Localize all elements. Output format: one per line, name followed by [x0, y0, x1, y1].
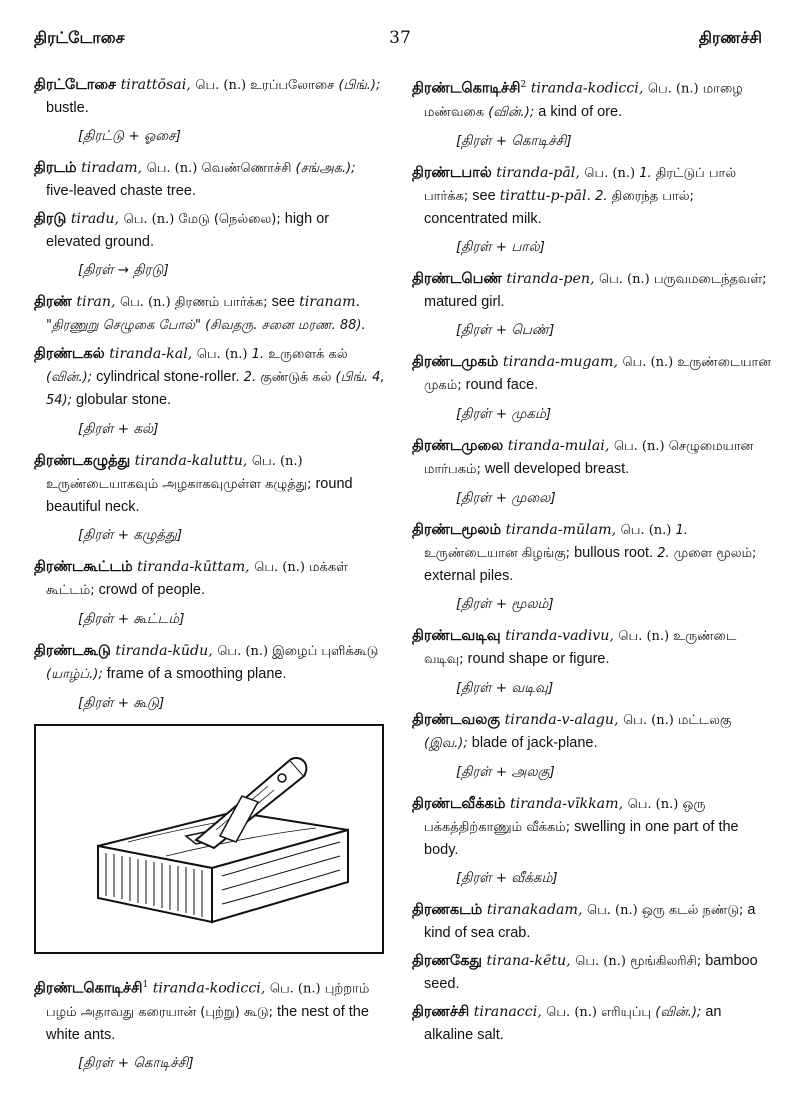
dictionary-entry: [34, 157, 386, 202]
entry-grammar: பெ. (n.): [120, 295, 171, 310]
entry-definition-part: பருவமடைந்தவள்;: [649, 271, 767, 287]
left-entries: [34, 74, 386, 714]
entry-definition-part: ஒரு கடல் நண்டு;: [637, 902, 744, 918]
dictionary-entry: [34, 291, 386, 337]
entry-definition-part: (பிங்.);: [338, 78, 381, 93]
entry-definition-part: swelling in one part of the body.: [424, 818, 739, 858]
entry-definition-part: 2.: [591, 188, 608, 204]
dictionary-entry: [34, 450, 386, 518]
entry-definition-part: matured girl.: [424, 293, 505, 310]
dictionary-entry: [412, 268, 772, 313]
entry-definition-part: ஒரு பக்கத்திற்காணும் வீக்கம்;: [424, 796, 706, 835]
entry-etymology: [திரள் + வீக்கம்]: [456, 869, 558, 886]
entry-grammar: பெ. (n.): [647, 81, 699, 97]
entry-definition-part: tirattu-p-pāl.: [499, 187, 591, 204]
entry-headword: திரணகேது: [412, 952, 482, 969]
page-header: [0, 28, 800, 58]
entry-headword: திரண்டகழுத்து: [34, 453, 131, 469]
entry-transliteration: tiranda-vadivu,: [505, 627, 614, 644]
entry-headword: திரண்டகூட்டம்: [34, 559, 133, 575]
entry-grammar: பெ. (n.): [584, 165, 636, 181]
entry-transliteration: tirattōsai,: [120, 77, 191, 93]
left-column: [34, 74, 386, 1084]
entry-grammar: பெ. (n.): [269, 981, 321, 997]
entry-definition-part: five-leaved chaste tree.: [46, 183, 196, 199]
entry-definition-part: உருண்டையாகவும் அழகாகவுமுள்ள கழுத்து;: [46, 477, 312, 492]
entry-definition-part: வெண்ணொச்சி: [197, 161, 296, 176]
entry-transliteration: tiranacci,: [473, 1003, 542, 1020]
entry-definition-part: 1.: [635, 165, 652, 181]
entry-grammar: பெ. (n.): [251, 454, 303, 469]
entry-definition-part: high or elevated ground.: [46, 211, 330, 250]
dictionary-entry: [412, 793, 772, 861]
entry-etymology: [திரள் + கல்]: [78, 421, 159, 437]
entry-etymology: [திரள் + அலகு]: [456, 763, 555, 780]
entry-grammar: பெ. (n.): [599, 271, 650, 287]
dictionary-entry: [34, 640, 386, 686]
dictionary-entry: [412, 162, 772, 230]
entry-grammar: பெ. (n.): [217, 644, 269, 659]
entry-definition-part: globular stone.: [72, 392, 172, 408]
dictionary-entry: [34, 974, 386, 1046]
entry-etymology: [திரள் + முலை]: [456, 489, 556, 506]
entry-definition-part: concentrated milk.: [424, 210, 542, 227]
entry-definition-part: round shape or figure.: [463, 650, 610, 667]
entry-grammar: பெ. (n.): [586, 902, 638, 918]
entry-grammar: பெ. (n.): [195, 78, 247, 93]
entry-definition-part: உருண்டையான முகம்;: [424, 354, 771, 393]
entry-transliteration: tiranda-pāl,: [496, 164, 580, 181]
entry-transliteration: tiranakadam,: [486, 901, 583, 918]
entry-transliteration: tiranda-kaluttu,: [134, 453, 248, 469]
entry-definition-part: blade of jack-plane.: [467, 734, 598, 751]
entry-definition-part: cylindrical stone-roller.: [92, 369, 240, 385]
smoothing-plane-figure: [34, 724, 384, 954]
entry-definition-part: a kind of sea crab.: [424, 901, 756, 941]
entry-headword: திரண்டவடிவு: [412, 627, 501, 644]
entry-definition-part: "திரணுறு செழுகை போல்" (சிவதரு. சனை மரண. 88).: [46, 318, 366, 333]
entry-headword: திரண்டமூலம்: [412, 521, 502, 538]
entry-transliteration: tiranda-kodicci,: [152, 980, 266, 997]
entry-definition-part: bustle.: [46, 100, 89, 116]
entry-headword: திரண்டபெண்: [412, 270, 502, 287]
entry-etymology: [திரள் + கூட்டம்]: [78, 611, 185, 627]
entry-grammar: பெ. (n.): [254, 560, 305, 575]
entry-headword: திரண்டவீக்கம்: [412, 795, 506, 812]
entry-definition-part: frame of a smoothing plane.: [102, 666, 287, 682]
entry-etymology: [திரள் + முகம்]: [456, 405, 552, 422]
entry-definition-part: see: [267, 294, 300, 310]
entry-definition-part: round face.: [461, 376, 539, 393]
header-right-guideword: திரணச்சி: [698, 28, 762, 47]
entry-definition-part: (பிங். 4, 54);: [46, 370, 385, 408]
entry-definition-part: 2.: [653, 545, 670, 561]
entry-definition-part: (யாழ்ப்.);: [46, 667, 103, 682]
dictionary-entry: [412, 1001, 772, 1046]
dictionary-entry: [412, 435, 772, 481]
entry-definition-part: (வின்.);: [488, 104, 535, 120]
entry-definition-part: bullous root.: [570, 544, 654, 561]
entry-etymology: [திரள் + கொடிச்சி]: [78, 1054, 194, 1071]
entry-definition-part: 1.: [671, 522, 688, 538]
dictionary-entry: [412, 950, 772, 995]
page-number: 37: [389, 28, 411, 48]
dictionary-entry: [412, 74, 772, 124]
entry-headword: திரண்டவலகு: [412, 711, 501, 728]
entry-headword: திரட்டோசை: [34, 77, 117, 93]
entry-definition-part: external piles.: [424, 567, 514, 584]
entry-headword: திரணகடம்: [412, 901, 483, 918]
entry-etymology: [திரள் + கழுத்து]: [78, 527, 183, 543]
right-entries: [412, 74, 772, 1046]
entry-etymology: [திரள் + கொடிச்சி]: [456, 132, 572, 149]
smoothing-plane-icon: [36, 726, 382, 952]
entry-etymology: [திரட்டு + ஓசை]: [78, 128, 181, 144]
entry-headword: திரடம்: [34, 160, 77, 176]
entry-transliteration: tiradam,: [81, 160, 143, 176]
entry-transliteration: tiranda-vīkkam,: [509, 795, 624, 812]
entry-definition-part: 1.: [247, 347, 265, 362]
entry-headword: திரண்: [34, 294, 72, 310]
entry-headword: திரண்டகூடு: [34, 643, 111, 659]
dictionary-entry: [412, 899, 772, 944]
entry-transliteration: tiranda-mugam,: [502, 353, 618, 370]
entry-definition-part: இழைப் புளிக்கூடு: [268, 644, 379, 659]
entry-etymology: [திரள் → திரடு]: [78, 262, 169, 278]
entry-definition-part: 2.: [239, 370, 257, 385]
entry-headword: திரண்டமுகம்: [412, 353, 499, 370]
entry-definition-part: மட்டலகு: [673, 712, 732, 728]
entry-grammar: பெ. (n.): [196, 347, 248, 362]
entry-headword: திரண்டபால்: [412, 164, 492, 181]
entry-transliteration: tiranda-mulai,: [507, 437, 610, 454]
entry-etymology: [திரள் + வடிவு]: [456, 679, 554, 696]
entry-grammar: பெ. (n.): [123, 212, 175, 227]
entry-definition-part: the nest of the white ants.: [46, 1003, 369, 1043]
entry-definition-part: திரணம் பார்க்க;: [170, 295, 268, 310]
entry-transliteration: tiranda-kūdu,: [115, 643, 213, 659]
entry-headword: திரண்டகொடிச்சி: [412, 80, 521, 97]
dictionary-entry: [412, 351, 772, 397]
entry-grammar: பெ. (n.): [627, 796, 679, 812]
entry-definition-part: திரைந்த பால்;: [607, 188, 694, 204]
entry-grammar: பெ. (n.): [146, 161, 198, 176]
dictionary-entry: [34, 74, 386, 119]
entry-etymology: [திரள் + கூடு]: [78, 695, 165, 711]
entry-transliteration: tiranda-kal,: [109, 346, 193, 362]
entry-definition-part: முளை மூலம்;: [669, 545, 757, 561]
dictionary-entry: [412, 519, 772, 587]
entry-headword: திரண்டகல்: [34, 346, 105, 362]
entry-headword: திரண்டமுலை: [412, 437, 504, 454]
entry-headword: திரண்டகொடிச்சி: [34, 980, 143, 997]
entry-etymology: [திரள் + பால்]: [456, 238, 545, 255]
entry-transliteration: tiran,: [76, 294, 116, 310]
entry-definition-part: an alkaline salt.: [424, 1003, 722, 1043]
header-left-guideword: திரட்டோசை: [34, 28, 125, 47]
entry-definition-part: திரட்டுப் பால் பார்க்க;: [424, 165, 737, 204]
dictionary-entry: [412, 709, 772, 755]
left-bottom-entry: [34, 974, 386, 1074]
entry-grammar: பெ. (n.): [546, 1004, 597, 1020]
entry-definition-part: tiranam.: [299, 294, 361, 310]
entry-definition-part: (இவ.);: [424, 735, 468, 751]
entry-transliteration: tiranda-pen,: [506, 270, 595, 287]
entry-superscript: 1: [142, 980, 149, 990]
entry-definition-part: see: [468, 187, 500, 204]
entry-definition-part: உருண்டை வடிவு;: [424, 628, 737, 667]
entry-definition-part: குண்டுக் கல்: [256, 370, 336, 385]
entry-definition-part: உருளைக் கல்: [264, 347, 348, 362]
entry-grammar: பெ. (n.): [623, 712, 674, 728]
entry-headword: திரடு: [34, 211, 67, 227]
entry-definition-part: செழுமையான மார்பகம்;: [424, 438, 754, 477]
entry-definition-part: (சங்அக.);: [295, 161, 356, 176]
entry-grammar: பெ. (n.): [575, 953, 626, 969]
entry-definition-part: மேடு (நெல்லை);: [174, 212, 281, 227]
dictionary-entry: [34, 208, 386, 253]
right-column: [412, 74, 772, 1052]
entry-transliteration: tiradu,: [70, 211, 120, 227]
entry-definition-part: உருண்டையான கிழங்கு;: [424, 545, 571, 561]
entry-transliteration: tirana-kētu,: [486, 952, 571, 969]
entry-grammar: பெ. (n.): [618, 628, 670, 644]
entry-definition-part: மாழை மண்வகை: [424, 81, 743, 120]
entry-definition-part: a kind of ore.: [534, 103, 623, 120]
entry-definition-part: மூங்கிலரிசி;: [625, 953, 702, 969]
entry-definition-part: bamboo seed.: [424, 952, 758, 992]
entry-etymology: [திரள் + மூலம்]: [456, 595, 554, 612]
entry-transliteration: tiranda-kodicci,: [530, 80, 644, 97]
entry-headword: திரணச்சி: [412, 1003, 470, 1020]
entry-definition-part: எரியுப்பு: [596, 1004, 656, 1020]
dictionary-entry: [34, 343, 386, 412]
entry-grammar: பெ. (n.): [620, 522, 672, 538]
dictionary-entry: [34, 556, 386, 602]
entry-definition-part: (வின்.);: [46, 370, 93, 385]
entry-etymology: [திரள் + பெண்]: [456, 321, 555, 338]
entry-definition-part: உரப்பலோசை: [246, 78, 339, 93]
entry-definition-part: crowd of people.: [94, 582, 206, 598]
dictionary-entry: [412, 625, 772, 671]
entry-definition-part: மக்கள் கூட்டம்;: [46, 560, 348, 598]
entry-definition-part: (வின்.);: [655, 1004, 702, 1020]
entry-transliteration: tiranda-kūttam,: [137, 559, 250, 575]
entry-superscript: 2: [520, 80, 527, 90]
entry-transliteration: tiranda-v-alagu,: [504, 711, 619, 728]
entry-definition-part: புற்றாம் பழம் அதாவது கரையான் (புற்று) கூடு;: [46, 981, 370, 1020]
entry-transliteration: tiranda-mūlam,: [505, 521, 617, 538]
entry-grammar: பெ. (n.): [613, 438, 665, 454]
entry-grammar: பெ. (n.): [622, 354, 674, 370]
entry-definition-part: round beautiful neck.: [46, 476, 353, 515]
entry-definition-part: well developed breast.: [480, 460, 630, 477]
